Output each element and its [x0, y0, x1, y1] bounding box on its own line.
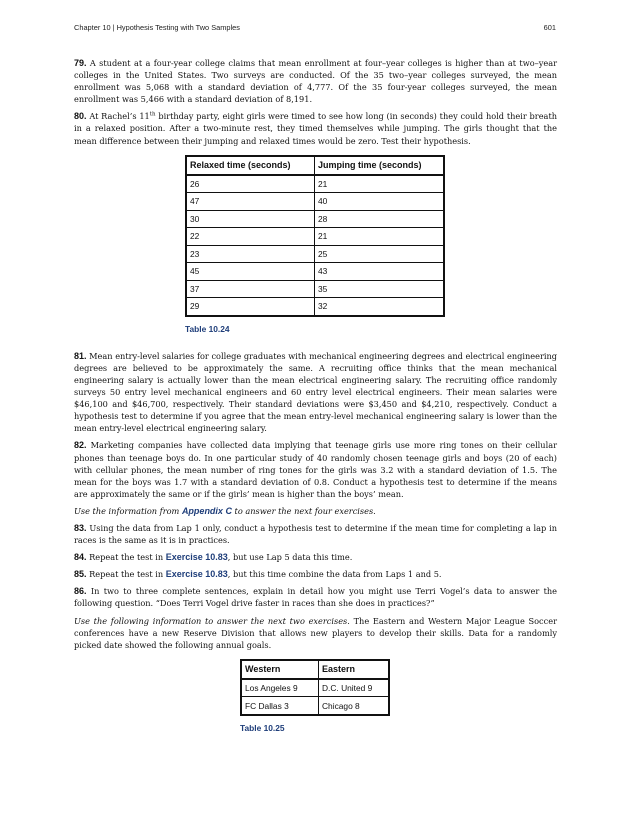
table-cell: Los Angeles 9	[241, 679, 319, 697]
appendix-note	[74, 505, 557, 517]
table-row	[186, 298, 444, 316]
exercise-number: 80.	[74, 111, 87, 122]
exercise-text: Repeat the test in	[89, 552, 166, 563]
table-cell: 22	[186, 228, 315, 246]
table-cell: 29	[186, 298, 315, 316]
exercise-80	[74, 110, 557, 146]
exercise-number: 85.	[74, 569, 87, 580]
table-row	[186, 175, 444, 193]
exercise-text: A student at a four-year college claims that mean enrollment at four–year colleges is higher than at two–year colleges in the United States. Two surveys are conducted. Of the 35 two–year colleges surveyed, the mean enrollment was 5,068 with a standard deviation of 4,777. Of the 35 four-year colleges surveyed, the mean enrollment was 5,466 with a standard deviation of 8,191.	[74, 58, 557, 105]
table-cell: 47	[186, 193, 315, 211]
table-row	[186, 263, 444, 281]
exercise-text: At Rachel’s 11	[89, 111, 150, 122]
table-caption: Table 10.24	[185, 323, 230, 334]
table-row	[186, 193, 444, 211]
exercise-85	[74, 568, 557, 580]
exercise-text: Repeat the test in	[89, 569, 166, 580]
exercise-81	[74, 350, 557, 435]
table-cell: Chicago 8	[319, 697, 390, 715]
table-cell: 26	[186, 175, 315, 193]
column-header: Eastern	[319, 660, 390, 679]
table-cell: 28	[315, 210, 445, 228]
exercise-number: 84.	[74, 552, 87, 563]
exercise-text: Using the data from Lap 1 only, conduct a hypothesis test to determine if the mean time for completing a lap in races is the same as it is in practices.	[74, 522, 557, 546]
note-text: Use the information from	[74, 505, 182, 516]
table-cell: 21	[315, 175, 445, 193]
exercise-82	[74, 439, 557, 499]
table-row	[186, 280, 444, 298]
exercise-number: 86.	[74, 586, 87, 597]
chapter-title: Chapter 10 | Hypothesis Testing with Two Samples	[74, 23, 240, 32]
exercise-10-83-link[interactable]: Exercise 10.83	[165, 552, 228, 563]
exercise-number: 82.	[74, 440, 87, 451]
soccer-goals-table	[240, 659, 390, 716]
soccer-note	[74, 615, 557, 651]
page-content	[74, 57, 557, 734]
exercise-79	[74, 57, 557, 105]
exercise-text: , but this time combine the data from Laps 1 and 5.	[227, 569, 442, 580]
table-caption: Table 10.25	[240, 722, 285, 733]
exercise-number: 79.	[74, 58, 87, 68]
table-header-row	[186, 156, 444, 175]
note-italic-text: Use the following information to answer the next two exercises.	[74, 615, 350, 626]
exercise-text: , but use Lap 5 data this time.	[227, 552, 353, 563]
superscript: th	[149, 111, 156, 118]
exercise-number: 83.	[74, 522, 87, 533]
table-header-row	[241, 660, 389, 679]
table-row	[186, 228, 444, 246]
exercise-text: Marketing companies have collected data implying that teenage girls use more ring tones on their cellular phones than teenage boys do. In one particular study of 40 randomly chosen teenage girls and boys (20 of each) with cellular phones, the mean number of ring tones for the girls was 3.2 with a standard deviation of 1.5. The mean for the boys was 1.7 with a standard deviation of 0.8. Conduct a hypothesis test to determine if the means are approximately the same or if the girls’ mean is higher than the boys’ mean.	[74, 440, 557, 499]
column-header: Western	[241, 660, 319, 679]
table-cell: 43	[315, 263, 445, 281]
appendix-c-link[interactable]: Appendix C	[181, 505, 232, 516]
table-cell: D.C. United 9	[319, 679, 390, 697]
table-cell: 45	[186, 263, 315, 281]
exercise-84	[74, 551, 557, 563]
table-row	[186, 245, 444, 263]
table-cell: 21	[315, 228, 445, 246]
table-cell: 30	[186, 210, 315, 228]
table-cell: 23	[186, 245, 315, 263]
table-10-25-wrapper	[240, 659, 557, 734]
exercise-86	[74, 585, 557, 609]
table-10-24-wrapper	[185, 155, 557, 335]
exercise-number: 81.	[74, 350, 87, 361]
page-header	[74, 23, 556, 37]
table-cell: 25	[315, 245, 445, 263]
exercise-text: birthday party, eight girls were timed to see how long (in seconds) they could hold their breath in a relaxed position. After a two-minute rest, they timed themselves while jumping. The girls thought that the mean difference between their jumping and relaxed times would be zero. Test their hypothesis.	[74, 111, 558, 146]
breath-time-table	[185, 155, 445, 317]
table-cell: 37	[186, 280, 315, 298]
exercise-text: In two to three complete sentences, explain in detail how you might use Terri Vogel’s data to answer the following question. “Does Terri Vogel drive faster in races than she does in practices?”	[74, 586, 557, 609]
column-header: Jumping time (seconds)	[315, 156, 445, 175]
exercise-83	[74, 522, 557, 546]
table-row	[241, 679, 389, 697]
exercise-text: Mean entry-level salaries for college graduates with mechanical engineering degrees and electrical engineering degrees are believed to be approximately the same. A recruiting office thinks that the mean mechanical engineering salary is actually lower than the mean electrical engineering salary. The recruiting office randomly surveys 50 entry level mechanical engineers and 60 entry level electrical engineers. Their mean salaries were $46,100 and $46,700, respectively. Their standard deviations were $3,450 and $4,210, respectively. Conduct a hypothesis test to determine if you agree that the mean entry-level mechanical engineering salary is lower than the mean entry-level electrical engineering salary.	[74, 350, 557, 434]
table-cell: 32	[315, 298, 445, 316]
column-header: Relaxed time (seconds)	[186, 156, 315, 175]
table-row	[186, 210, 444, 228]
note-text: The Eastern and Western Major League Soccer conferences have a new Reserve Division that allows new players to develop their skills. Data for a randomly picked date showed the following annual goals.	[74, 615, 557, 650]
note-text: to answer the next four exercises.	[231, 505, 376, 516]
exercise-10-83-link[interactable]: Exercise 10.83	[165, 569, 228, 580]
table-row	[241, 697, 389, 715]
page-number: 601	[543, 23, 556, 32]
table-cell: FC Dallas 3	[241, 697, 319, 715]
table-cell: 40	[315, 193, 445, 211]
table-cell: 35	[315, 280, 445, 298]
